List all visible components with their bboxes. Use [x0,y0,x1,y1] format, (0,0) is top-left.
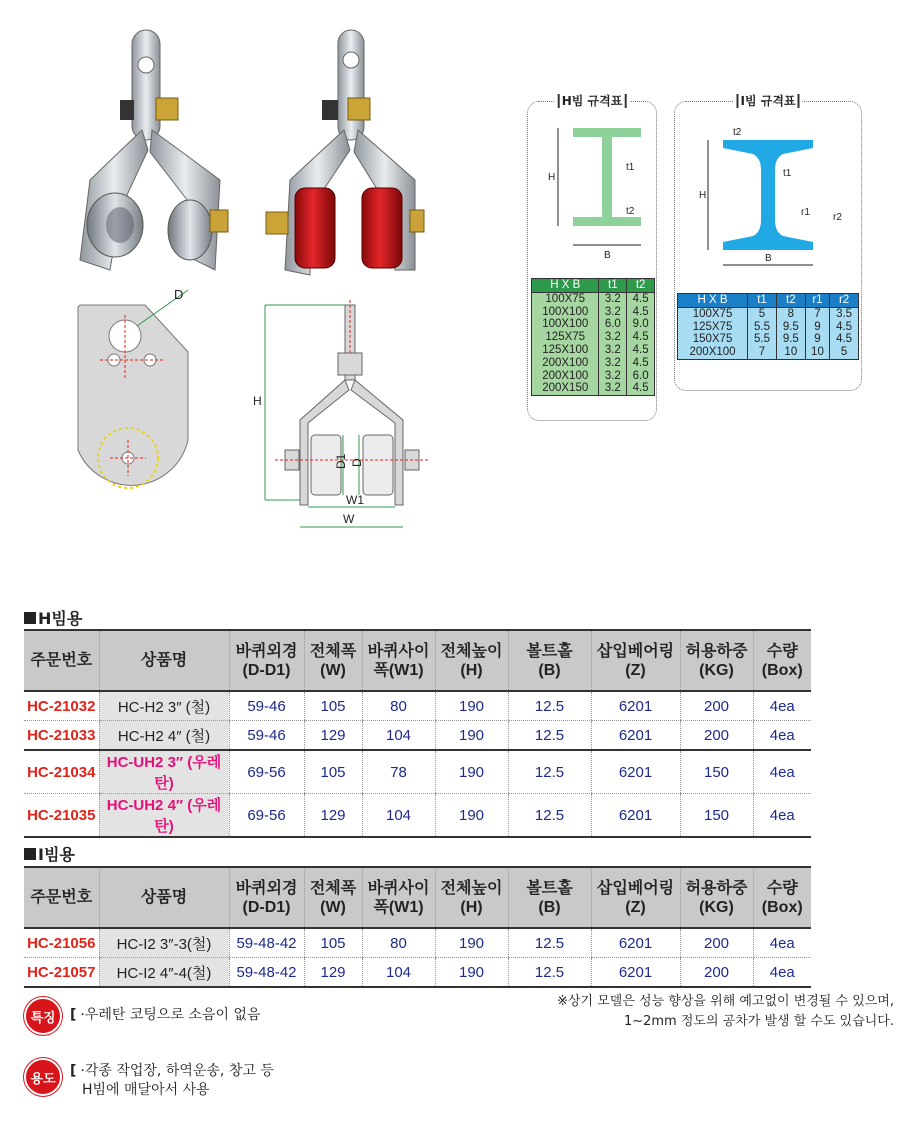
spec-cell: 9.5 [776,321,805,334]
column-header-line: 상품명 [140,652,188,669]
bearing-cell: 6201 [591,691,680,721]
load-capacity-cell: 150 [680,750,753,794]
wheel-diameter-cell: 59-46 [229,721,304,751]
column-header-line: 볼트홀 [526,879,573,897]
bolt-hole-cell: 12.5 [508,794,591,838]
wheel-diameter-cell: 69-56 [229,750,304,794]
total-width-cell: 129 [304,794,362,838]
column-header-line: 수량 [766,879,798,897]
bolt-hole-cell: 12.5 [508,928,591,958]
product-row [24,691,811,721]
column-header-line: (W) [320,898,346,916]
svg-text:r1: r1 [801,207,810,218]
spec-cell: 3.2 [599,344,627,357]
column-header-line: (KG) [699,898,734,916]
column-header-line: 수량 [766,642,798,660]
spec-cell: 3.2 [599,306,627,319]
load-capacity-cell: 150 [680,794,753,838]
quantity-cell: 4ea [753,958,811,988]
i-beam-spec-box [674,94,862,391]
product-row [24,958,811,988]
feature-text: ·우레탄 코팅으로 소음이 없음 [80,1007,261,1023]
product-row [24,721,811,751]
spec-cell: 7 [748,346,777,359]
column-header [435,867,508,928]
spec-cell: 8 [776,307,805,320]
label-d1: D1 [334,453,348,469]
disclaimer [557,992,894,1032]
column-header-line: 허용하중 [685,879,748,897]
product-name-cell: HC-H2 4″ (철) [99,721,229,751]
spec-row [532,344,655,357]
load-capacity-cell: 200 [680,958,753,988]
column-header-line: (Box) [761,898,803,916]
product-name-cell: HC-I2 3″-3(철) [99,928,229,958]
spec-column-header: t2 [627,279,655,293]
spec-row [678,307,859,320]
bolt-hole-cell: 12.5 [508,691,591,721]
wheel-diameter-cell: 59-48-42 [229,958,304,988]
column-header-line: (H) [460,898,483,916]
label-w1: W1 [346,493,364,507]
bearing-cell: 6201 [591,750,680,794]
disclaimer-line-1: ※상기 모델은 성능 향상을 위해 예고없이 변경될 수 있으며, [557,994,894,1009]
wheel-gap-cell: 78 [362,750,435,794]
spec-cell: 125X75 [532,331,599,344]
column-header-line: 상품명 [140,889,188,906]
product-row [24,750,811,794]
column-header-line: (H) [460,661,483,679]
spec-cell: 9.5 [776,333,805,346]
column-header [99,867,229,928]
order-number-cell: HC-21033 [24,721,99,751]
column-header [753,867,811,928]
spec-cell: 3.2 [599,370,627,383]
total-width-cell: 129 [304,958,362,988]
feature-badge: 특징 [24,997,62,1035]
label-h: H [253,394,262,408]
spec-row [532,357,655,370]
spec-row [532,306,655,319]
spec-row [678,321,859,334]
spec-cell: 4.5 [627,382,655,395]
column-header-line: 전체높이 [440,642,503,660]
total-height-cell: 190 [435,691,508,721]
front-dimension-drawing [245,295,445,540]
column-header [435,630,508,691]
quantity-cell: 4ea [753,794,811,838]
spec-cell: 3.5 [830,307,859,320]
spec-cell: 200X100 [532,357,599,370]
h-section-title: H빔용 [24,606,82,629]
load-capacity-cell: 200 [680,691,753,721]
column-header [680,630,753,691]
spec-cell: 200X100 [532,370,599,383]
bolt-hole-cell: 12.5 [508,958,591,988]
spec-cell: 4.5 [627,306,655,319]
spec-cell: 3.2 [599,292,627,305]
i-beam-product-table [24,866,811,988]
quantity-cell: 4ea [753,750,811,794]
i-section-title: I빔용 [24,842,75,865]
column-header-line: 전체폭 [309,879,357,897]
column-header [99,630,229,691]
load-capacity-cell: 200 [680,721,753,751]
spec-cell: 5 [748,307,777,320]
spec-cell: 3.2 [599,331,627,344]
spec-cell: 125X100 [532,344,599,357]
bolt-hole-cell: 12.5 [508,750,591,794]
quantity-cell: 4ea [753,928,811,958]
column-header-line: 바퀴사이 [367,879,430,897]
bearing-cell: 6201 [591,721,680,751]
column-header-line: (B) [538,898,561,916]
svg-text:H: H [699,190,707,201]
spec-cell: 4.5 [627,344,655,357]
column-header [680,867,753,928]
spec-row [532,382,655,395]
column-header-line: 삽입베어링 [596,879,675,897]
total-height-cell: 190 [435,958,508,988]
column-header [591,630,680,691]
wheel-gap-cell: 80 [362,928,435,958]
wheel-gap-cell: 104 [362,721,435,751]
column-header [304,630,362,691]
column-header-line: (D-D1) [242,661,291,679]
column-header-line: 주문번호 [30,652,93,669]
svg-text:r2: r2 [833,212,842,223]
total-width-cell: 105 [304,928,362,958]
order-number-cell: HC-21034 [24,750,99,794]
column-header [304,867,362,928]
bolt-hole-cell: 12.5 [508,721,591,751]
spec-cell: 4.5 [627,292,655,305]
wheel-gap-cell: 80 [362,691,435,721]
spec-cell: 200X100 [678,346,748,359]
spec-column-header: r2 [830,294,859,308]
column-header [24,630,99,691]
square-bullet-icon [24,612,36,624]
product-name-cell: HC-I2 4″-4(철) [99,958,229,988]
spec-cell: 9 [805,321,829,334]
column-header [24,867,99,928]
spec-cell: 3.2 [599,382,627,395]
spec-cell: 4.5 [627,357,655,370]
column-header-line: 삽입베어링 [596,642,675,660]
column-header [508,630,591,691]
spec-column-header: t1 [748,294,777,308]
order-number-cell: HC-21057 [24,958,99,988]
spec-column-header: t1 [599,279,627,293]
product-name-cell: HC-UH2 4″ (우레탄) [99,794,229,838]
disclaimer-line-2: 1~2mm 정도의 공차가 발생 할 수도 있습니다. [623,1014,894,1029]
column-header-line: 전체폭 [309,642,357,660]
wheel-diameter-cell: 69-56 [229,794,304,838]
svg-text:H: H [548,172,556,183]
spec-cell: 7 [805,307,829,320]
spec-row [532,318,655,331]
spec-row [532,331,655,344]
svg-text:t2: t2 [733,127,742,138]
column-header [508,867,591,928]
spec-cell: 100X75 [678,307,748,320]
i-beam-spec-table [677,293,859,360]
spec-column-header: t2 [776,294,805,308]
column-header-line: 폭(W1) [373,898,424,916]
column-header [229,867,304,928]
quantity-cell: 4ea [753,721,811,751]
spec-cell: 5.5 [748,321,777,334]
svg-text:B: B [604,250,611,261]
spec-cell: 200X150 [532,382,599,395]
column-header-line: 허용하중 [685,642,748,660]
spec-cell: 10 [776,346,805,359]
quantity-cell: 4ea [753,691,811,721]
total-width-cell: 105 [304,691,362,721]
i-beam-spec-title: I빔 규격표 [733,92,802,109]
product-photo-urethane [250,20,440,280]
h-beam-diagram [538,120,656,270]
column-header-line: 폭(W1) [373,661,424,679]
product-row [24,794,811,838]
spec-column-header: H X B [678,294,748,308]
column-header-line: 바퀴사이 [367,642,430,660]
spec-column-header: r1 [805,294,829,308]
wheel-gap-cell: 104 [362,958,435,988]
wheel-gap-cell: 104 [362,794,435,838]
product-name-cell: HC-UH2 3″ (우레탄) [99,750,229,794]
usage-note: [ ·각종 작업장, 하역운송, 창고 등 H빔에 매달아서 사용 [70,1063,274,1098]
spec-row [678,346,859,359]
spec-row [532,292,655,305]
column-header-line: 볼트홀 [526,642,573,660]
column-header-line: (KG) [699,661,734,679]
svg-text:t1: t1 [626,162,635,173]
total-height-cell: 190 [435,750,508,794]
spec-cell: 6.0 [627,370,655,383]
column-header-line: (D-D1) [242,898,291,916]
feature-note: [ ·우레탄 코팅으로 소음이 없음 [70,1007,261,1023]
i-beam-diagram [683,120,859,280]
spec-row [532,370,655,383]
column-header-line: 주문번호 [30,889,93,906]
product-name-cell: HC-H2 3″ (철) [99,691,229,721]
side-plate-drawing [70,280,220,510]
spec-cell: 150X75 [678,333,748,346]
column-header-line: (B) [538,661,561,679]
column-header [753,630,811,691]
spec-cell: 100X100 [532,306,599,319]
column-header [362,867,435,928]
column-header-line: (W) [320,661,346,679]
spec-cell: 100X75 [532,292,599,305]
total-width-cell: 105 [304,750,362,794]
spec-cell: 9.0 [627,318,655,331]
spec-cell: 125X75 [678,321,748,334]
order-number-cell: HC-21035 [24,794,99,838]
usage-line-1: ·각종 작업장, 하역운송, 창고 등 [80,1063,274,1079]
total-height-cell: 190 [435,794,508,838]
column-header [229,630,304,691]
h-beam-spec-box [527,94,657,421]
order-number-cell: HC-21032 [24,691,99,721]
label-d-wheel: D [350,458,364,467]
column-header-line: (Box) [761,661,803,679]
column-header-line: 전체높이 [440,879,503,897]
product-row [24,928,811,958]
product-photo-steel [70,20,250,280]
spec-cell: 5 [830,346,859,359]
h-beam-spec-title: H빔 규격표 [555,92,630,109]
wheel-diameter-cell: 59-46 [229,691,304,721]
spec-cell: 3.2 [599,357,627,370]
spec-cell: 4.5 [830,321,859,334]
spec-row [678,333,859,346]
label-d: D [174,287,184,302]
svg-text:t1: t1 [783,168,792,179]
spec-cell: 6.0 [599,318,627,331]
wheel-diameter-cell: 59-48-42 [229,928,304,958]
spec-cell: 100X100 [532,318,599,331]
h-beam-product-table [24,629,811,838]
column-header-line: 바퀴외경 [235,879,298,897]
order-number-cell: HC-21056 [24,928,99,958]
bearing-cell: 6201 [591,794,680,838]
square-bullet-icon [24,848,36,860]
usage-line-2: H빔에 매달아서 사용 [82,1082,210,1098]
usage-badge: 용도 [24,1058,62,1096]
h-beam-spec-table [531,278,655,396]
column-header-line: (Z) [625,661,646,679]
bearing-cell: 6201 [591,928,680,958]
load-capacity-cell: 200 [680,928,753,958]
bearing-cell: 6201 [591,958,680,988]
column-header [362,630,435,691]
label-w: W [343,512,355,526]
total-height-cell: 190 [435,721,508,751]
column-header-line: (Z) [625,898,646,916]
spec-cell: 4.5 [627,331,655,344]
spec-cell: 10 [805,346,829,359]
svg-text:B: B [765,253,772,264]
total-width-cell: 129 [304,721,362,751]
spec-cell: 4.5 [830,333,859,346]
column-header [591,867,680,928]
spec-cell: 5.5 [748,333,777,346]
column-header-line: 바퀴외경 [235,642,298,660]
svg-text:t2: t2 [626,206,635,217]
total-height-cell: 190 [435,928,508,958]
spec-cell: 9 [805,333,829,346]
spec-column-header: H X B [532,279,599,293]
